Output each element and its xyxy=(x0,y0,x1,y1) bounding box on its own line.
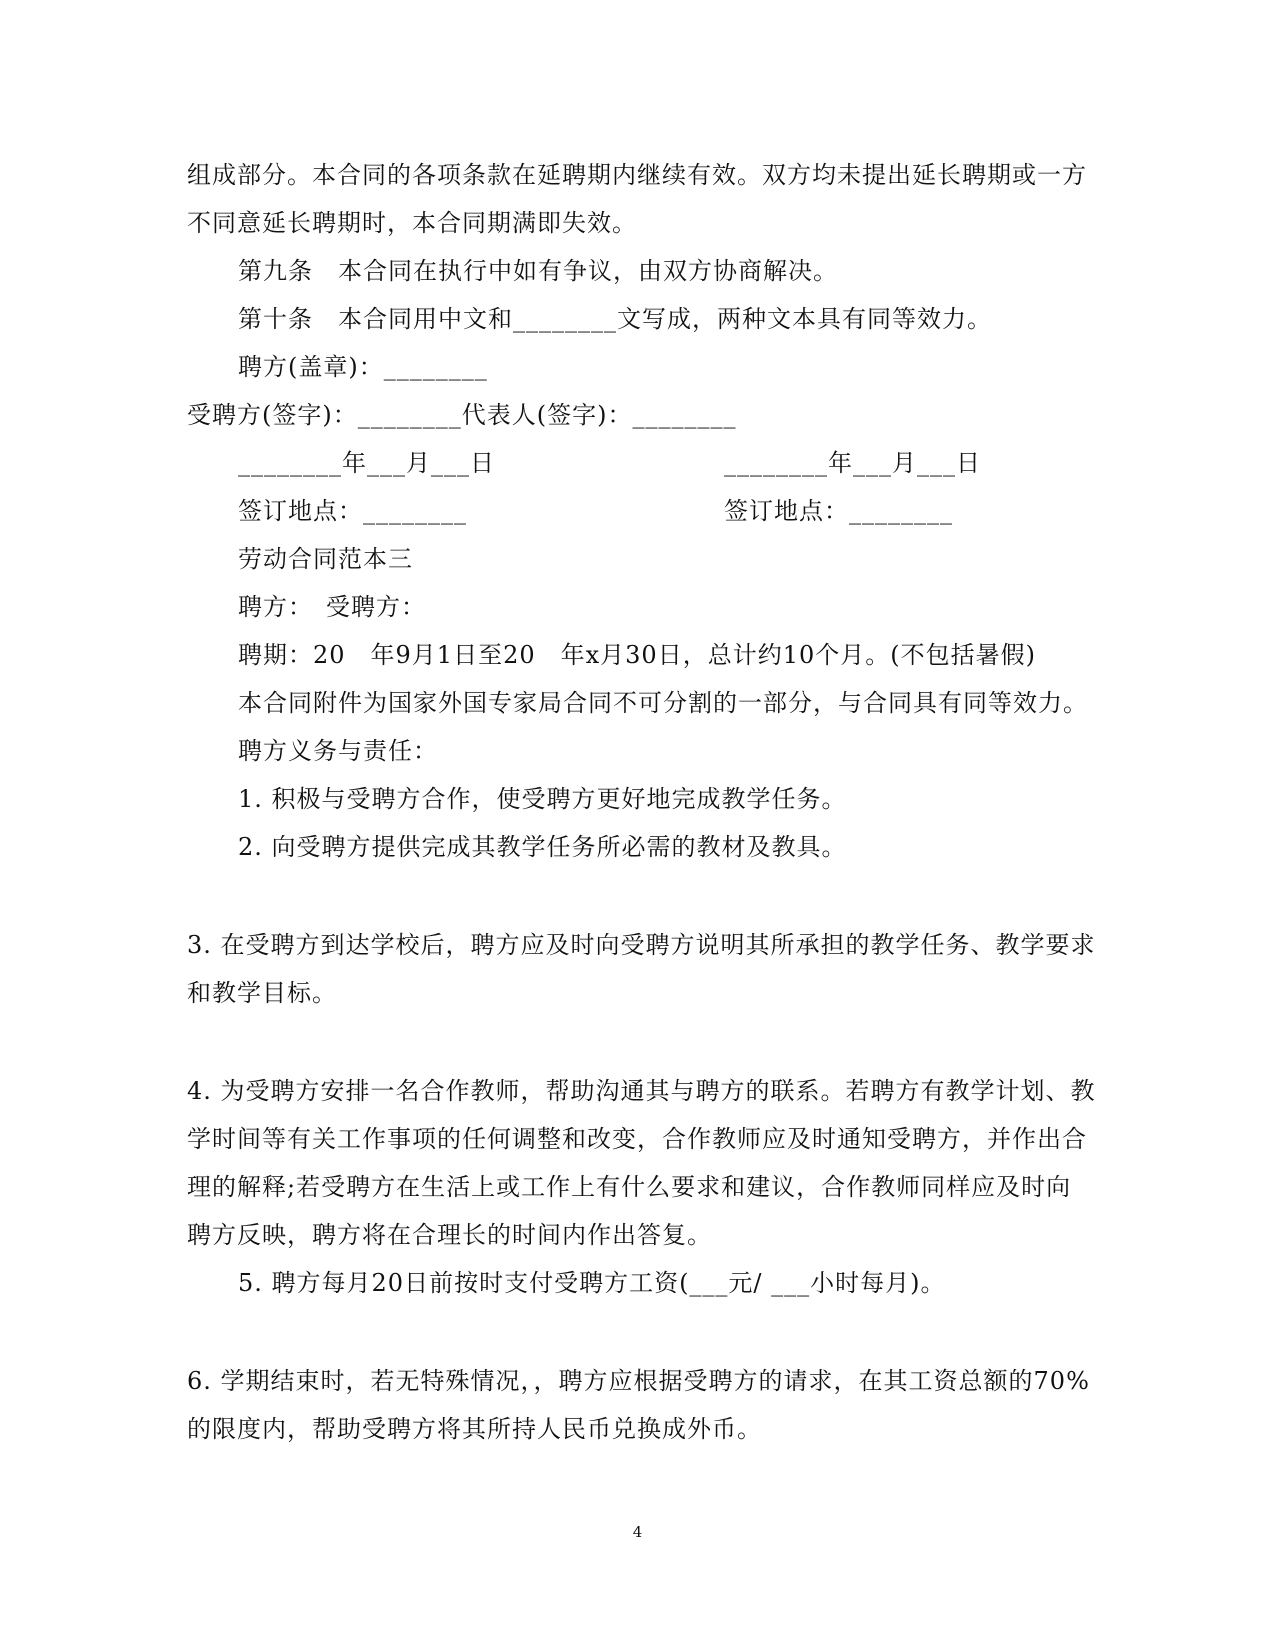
list-item-3: 3. 在受聘方到达学校后，聘方应及时向受聘方说明其所承担的教学任务、教学要求 xyxy=(187,931,1096,959)
obligations-heading: 聘方义务与责任： xyxy=(238,737,438,765)
paragraph-line: 学时间等有关工作事项的任何调整和改变，合作教师应及时通知受聘方，并作出合 xyxy=(187,1125,1087,1153)
paragraph-line: 本合同附件为国家外国专家局合同不可分割的一部分，与合同具有同等效力。 xyxy=(238,689,1088,717)
paragraph-line: 的限度内，帮助受聘方将其所持人民币兑换成外币。 xyxy=(187,1415,762,1443)
date-line-right: ________年___月___日 xyxy=(724,449,981,477)
signing-place-right: 签订地点：________ xyxy=(724,497,953,525)
list-item-6: 6. 学期结束时，若无特殊情况，，聘方应根据受聘方的请求，在其工资总额的70% xyxy=(187,1367,1090,1395)
paragraph-line: 不同意延长聘期时，本合同期满即失效。 xyxy=(187,209,637,237)
list-item-4: 4. 为受聘方安排一名合作教师，帮助沟通其与聘方的联系。若聘方有教学计划、教 xyxy=(187,1077,1096,1105)
list-item-1: 1. 积极与受聘方合作，使受聘方更好地完成教学任务。 xyxy=(238,785,847,813)
clause-10: 第十条 本合同用中文和________文写成，两种文本具有同等效力。 xyxy=(238,305,992,333)
list-item-5: 5. 聘方每月20日前按时支付受聘方工资(___元/ ___小时每月)。 xyxy=(238,1269,946,1297)
parties-line: 聘方： 受聘方： xyxy=(238,593,426,621)
paragraph-line: 组成部分。本合同的各项条款在延聘期内继续有效。双方均未提出延长聘期或一方 xyxy=(187,161,1087,189)
term-line: 聘期：20 年9月1日至20 年x月30日，总计约10个月。(不包括暑假) xyxy=(238,641,1036,669)
date-line-left: ________年___月___日 xyxy=(238,449,495,477)
list-item-2: 2. 向受聘方提供完成其教学任务所必需的教材及教具。 xyxy=(238,833,847,861)
paragraph-line: 和教学目标。 xyxy=(187,979,337,1007)
employer-seal-line: 聘方(盖章)：________ xyxy=(238,353,488,381)
clause-9: 第九条 本合同在执行中如有争议，由双方协商解决。 xyxy=(238,257,838,285)
paragraph-line: 理的解释;若受聘方在生活上或工作上有什么要求和建议，合作教师同样应及时向 xyxy=(187,1173,1072,1201)
section-title: 劳动合同范本三 xyxy=(238,545,413,573)
signature-line: 受聘方(签字)：________代表人(签字)：________ xyxy=(187,401,737,429)
page-number: 4 xyxy=(632,1523,643,1541)
signing-place-left: 签订地点：________ xyxy=(238,497,467,525)
paragraph-line: 聘方反映，聘方将在合理长的时间内作出答复。 xyxy=(187,1221,712,1249)
